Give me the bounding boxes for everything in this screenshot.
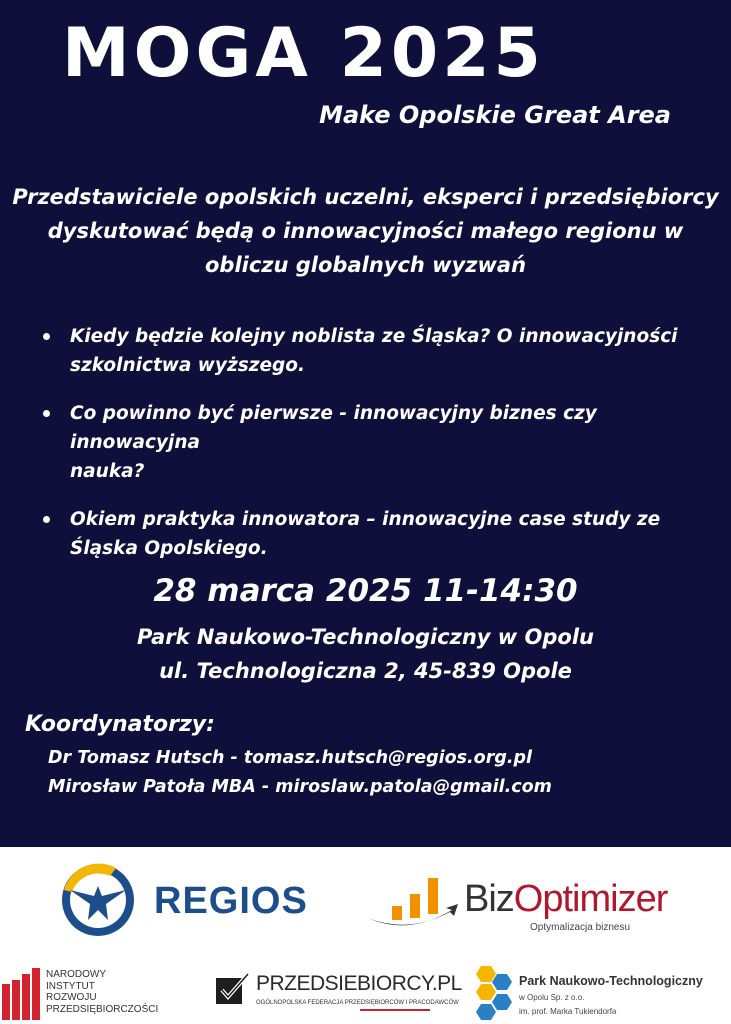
nirp-logo [0,964,160,1022]
venue-address: ul. Technologiczna 2, 45-839 Opole [159,659,572,683]
przedsiebiorcy-sub: OGÓLNOPOLSKA FEDERACJA PRZEDSIĘBIORCÓW I PRACODAWCÓW [256,1000,459,1006]
przedsiebiorcy-logo [214,972,462,1016]
bizoptimizer-logo [362,870,707,940]
topic-list [40,322,720,582]
event-title: MOGA 2025 [62,14,545,93]
regios-logo [58,860,338,940]
park-name: Park Naukowo-Technologiczny [519,974,703,988]
venue-name: Park Naukowo-Technologiczny w Opolu [137,625,594,649]
park-patron: im. prof. Marka Tukiendorfa [519,1007,617,1016]
przedsiebiorcy-underline [360,1009,430,1011]
intro-line: dyskutować będą o innowacyjności małego regionu w [47,219,684,243]
bizoptimizer-name [464,878,667,921]
bullet-icon [43,516,50,523]
nirp-text [46,969,158,1015]
bizoptimizer-bars-icon [362,870,458,936]
biz-name-part: Biz [464,878,514,920]
checkbox-check-icon [214,972,250,1006]
topic-item [40,505,720,563]
intro-line: Przedstawiciele opolskich uczelni, eksperci i przedsiębiorcy [12,185,719,209]
nirp-line: INSTYTUT [46,980,95,992]
topic-line: Kiedy będzie kolejny noblista ze Śląska? O innowacyjności [70,326,678,347]
nirp-line: PRZEDSIĘBIORCZOŚCI [46,1003,159,1015]
event-datetime: 28 marca 2025 11-14:30 [153,573,578,609]
bullet-icon [43,410,50,417]
park-logo [469,964,731,1022]
nirp-mark-icon [0,964,44,1022]
coordinator-entry: Dr Tomasz Hutsch - tomasz.hutsch@regios.org.pl [48,748,533,768]
event-location [0,620,731,688]
topic-item [40,399,720,486]
optimizer-name-part: Optimizer [513,878,668,920]
coordinators-heading: Koordynatorzy: [25,712,215,737]
regios-emblem-icon [58,860,138,940]
topic-line: Okiem praktyka innowatora – innowacyjne case study ze [70,509,661,530]
regios-name: REGIOS [154,880,308,922]
topic-line: nauka? [70,461,145,482]
intro-text [0,180,731,282]
topic-line: Śląska Opolskiego. [70,538,268,559]
nirp-line: ROZWOJU [46,992,97,1003]
hexagon-cluster-icon [469,964,517,1022]
intro-line: obliczu globalnych wyzwań [204,253,527,277]
przedsiebiorcy-name: PRZEDSIEBIORCY.PL [256,972,462,995]
topic-line: szkolnictwa wyższego. [70,355,306,376]
coordinator-entry: Mirosław Patoła MBA - miroslaw.patola@gmail.com [48,777,552,797]
event-subtitle: Make Opolskie Great Area [319,101,671,129]
bullet-icon [43,333,50,340]
topic-line: Co powinno być pierwsze - innowacyjny biznes czy innowacyjna [70,403,597,453]
bizoptimizer-tagline: Optymalizacja biznesu [530,922,631,933]
park-company: w Opolu Sp. z o.o. [519,993,585,1002]
topic-item [40,322,720,380]
nirp-line: NARODOWY [46,969,106,980]
